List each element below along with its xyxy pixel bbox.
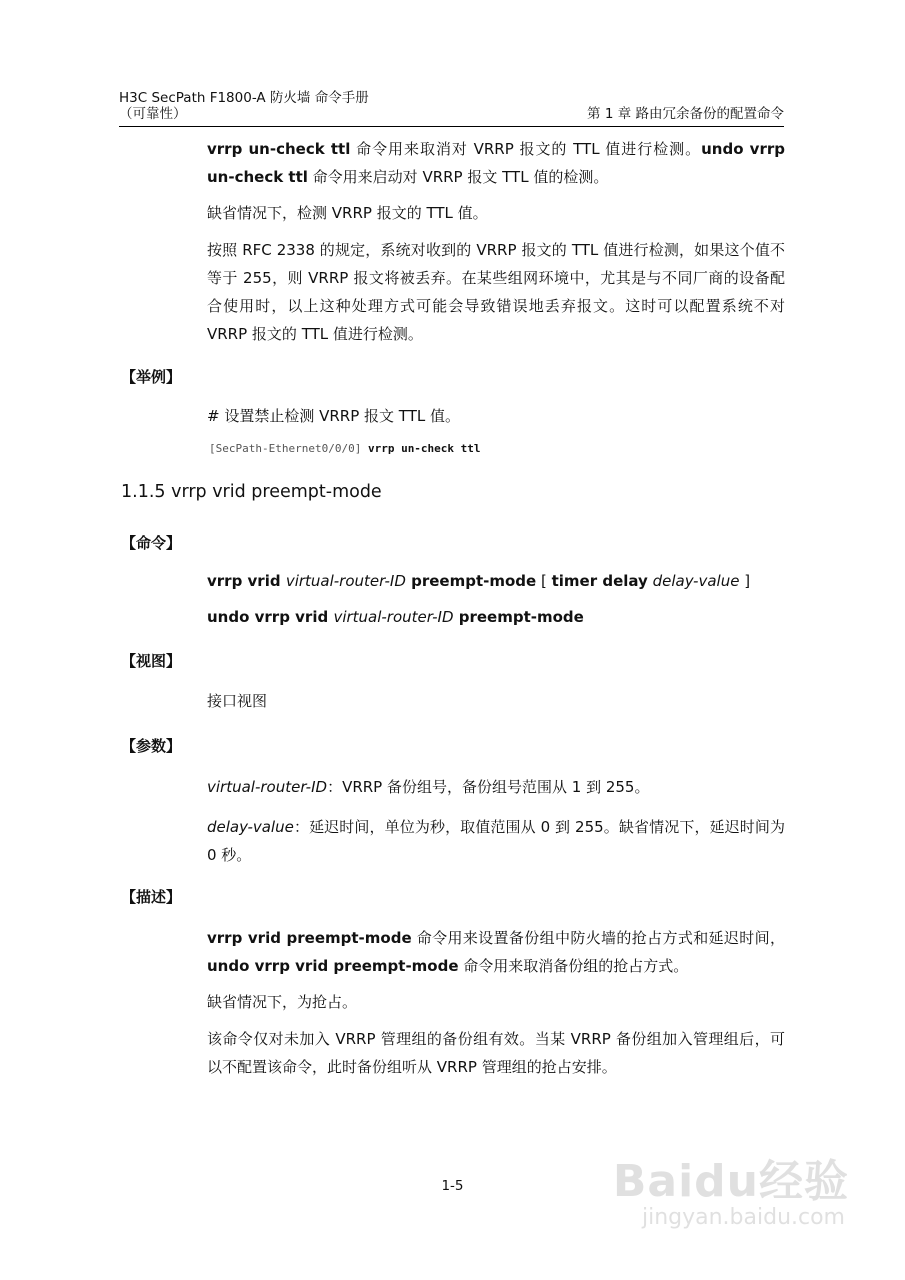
text-run: 命令用来启动对 VRRP 报文 TTL 值的检测。 <box>307 168 609 186</box>
syntax-arg: virtual-router-ID <box>333 608 454 626</box>
example-comment: # 设置禁止检测 VRRP 报文 TTL 值。 <box>207 407 460 425</box>
syntax-part: preempt-mode <box>453 608 584 626</box>
watermark-url: jingyan.baidu.com <box>641 1205 845 1230</box>
text-run: 命令用来取消备份组的抢占方式。 <box>458 957 689 975</box>
manual-subtitle: （可靠性） <box>119 106 187 122</box>
code-prompt: [SecPath-Ethernet0/0/0] <box>209 442 368 455</box>
command-tag: 【命令】 <box>121 534 182 552</box>
cmd-vrrp-un-check-ttl: vrrp un-check ttl <box>207 140 351 158</box>
section-heading: 1.1.5 vrrp vrid preempt-mode <box>121 482 382 502</box>
syntax-part: vrrp vrid <box>207 572 286 590</box>
syntax-bracket: ] <box>739 572 751 590</box>
command-syntax-1 <box>207 567 785 595</box>
cmd-undo-vrrp-un-check-ttl: undo vrrp un-check ttl <box>207 140 785 186</box>
view-tag: 【视图】 <box>121 652 182 670</box>
param-name: virtual-router-ID <box>207 778 328 796</box>
description-paragraph-3: 该命令仅对未加入 VRRP 管理组的备份组有效。当某 VRRP 备份组加入管理组后，可以不配置该命令，此时备份组听从 VRRP 管理组的抢占安排。 <box>207 1030 785 1076</box>
text-run: 命令用来设置备份组中防火墙的抢占方式和延迟时间， <box>411 929 785 947</box>
cmd-vrrp-vrid-preempt-mode: vrrp vrid preempt-mode <box>207 929 412 947</box>
baidu-watermark <box>609 1145 849 1245</box>
page-number: 1-5 <box>441 1178 464 1194</box>
params-tag: 【参数】 <box>121 737 182 755</box>
chapter-title: 第 1 章 路由冗余备份的配置命令 <box>587 106 784 122</box>
param-desc: ：延迟时间，单位为秒，取值范围从 0 到 255。缺省情况下，延迟时间为 0 秒。 <box>207 818 785 864</box>
description-paragraph-1 <box>207 924 785 980</box>
description-paragraph-2: 缺省情况下，为抢占。 <box>207 993 358 1011</box>
ttl-check-paragraph <box>207 135 785 191</box>
code-command: vrrp un-check ttl <box>367 442 481 455</box>
param-virtual-router-id <box>207 773 785 801</box>
param-delay-value <box>207 813 785 869</box>
syntax-part: undo vrrp vrid <box>207 608 334 626</box>
manual-title: H3C SecPath F1800-A 防火墙 命令手册 <box>119 90 369 106</box>
rfc-paragraph: 按照 RFC 2338 的规定，系统对收到的 VRRP 报文的 TTL 值进行检测，如果这个值不等于 255，则 VRRP 报文将被丢弃。在某些组网环境中，尤其是与不同厂商的设备配合使用时，以上这种处理方式可能会导致错误地丢弃报文。这时可以配置系统不对 VRRP 报文的 TTL 值进行检测。 <box>207 241 785 343</box>
view-text: 接口视图 <box>207 692 268 710</box>
param-desc: ：VRRP 备份组号，备份组号范围从 1 到 255。 <box>327 778 650 796</box>
syntax-arg: virtual-router-ID <box>285 572 406 590</box>
header-divider <box>119 126 784 127</box>
default-ttl-paragraph: 缺省情况下，检测 VRRP 报文的 TTL 值。 <box>207 204 488 222</box>
syntax-part: preempt-mode <box>405 572 537 590</box>
text-run: 命令用来取消对 VRRP 报文的 TTL 值进行检测。 <box>350 140 702 158</box>
example-tag: 【举例】 <box>121 368 182 386</box>
syntax-part: timer delay <box>551 572 648 590</box>
cmd-undo-vrrp-vrid-preempt-mode: undo vrrp vrid preempt-mode <box>207 957 459 975</box>
description-tag: 【描述】 <box>121 888 182 906</box>
watermark-logo: Baidu经验 <box>612 1156 849 1207</box>
syntax-arg: delay-value <box>652 572 740 590</box>
example-code <box>209 441 481 457</box>
param-name: delay-value <box>207 818 294 836</box>
command-syntax-2 <box>207 603 785 631</box>
page-header <box>119 90 784 130</box>
syntax-bracket: [ <box>536 572 552 590</box>
